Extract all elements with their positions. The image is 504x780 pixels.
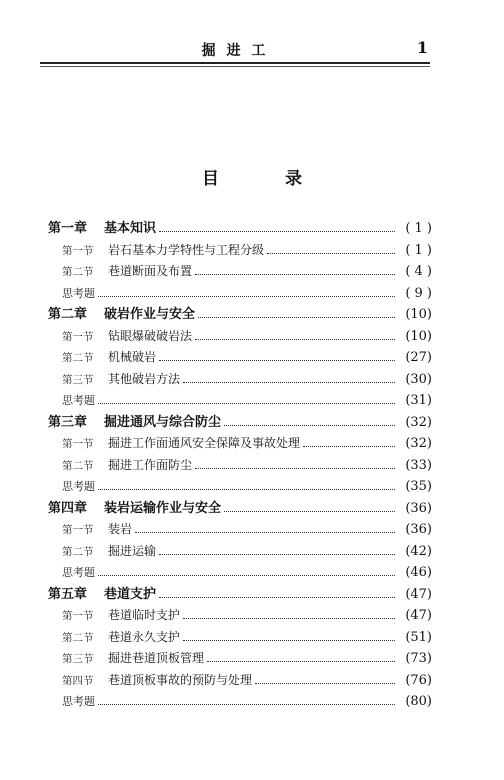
exercises-label: 思考题 xyxy=(62,695,95,708)
toc-section xyxy=(48,326,432,348)
running-title: 掘 进 工 xyxy=(201,43,269,59)
chapter-label: 第一章 xyxy=(48,221,88,236)
toc-section xyxy=(48,627,432,649)
page-ref: (47) xyxy=(405,586,432,602)
dot-leader xyxy=(183,618,395,619)
section-title: 巷道临时支护 xyxy=(108,608,181,622)
dot-leader xyxy=(195,339,395,340)
dot-leader xyxy=(198,317,395,318)
toc-section xyxy=(48,648,432,670)
dot-leader xyxy=(135,532,395,533)
section-title: 巷道永久支护 xyxy=(108,629,181,644)
dot-leader xyxy=(159,231,395,232)
dot-leader xyxy=(255,683,395,684)
page-ref: (80) xyxy=(405,694,432,709)
toc-exercises xyxy=(48,283,432,305)
page-ref: ( 1 ) xyxy=(405,242,432,258)
dot-leader xyxy=(159,360,395,361)
toc-chapter xyxy=(48,304,432,326)
toc-section xyxy=(48,433,432,455)
page-ref: (10) xyxy=(405,328,432,344)
dot-leader xyxy=(267,253,395,254)
page-ref: (36) xyxy=(405,500,432,516)
dot-leader xyxy=(224,511,395,512)
dot-leader xyxy=(224,425,395,426)
page-ref: (73) xyxy=(405,651,432,666)
section-title: 装岩 xyxy=(108,522,133,536)
toc-section xyxy=(48,455,432,477)
toc-chapter xyxy=(48,498,432,520)
dot-leader xyxy=(207,661,395,662)
toc-chapter xyxy=(48,218,432,240)
page-ref: (32) xyxy=(405,414,432,430)
page-ref: (31) xyxy=(405,393,432,408)
toc-section xyxy=(48,369,432,391)
section-title: 掘进工作面防尘 xyxy=(108,457,193,472)
exercises-label: 思考题 xyxy=(62,566,95,579)
section-label: 第一节 xyxy=(62,610,94,622)
section-title: 岩石基本力学特性与工程分级 xyxy=(108,242,265,257)
toc-section xyxy=(48,519,432,541)
dot-leader xyxy=(183,640,395,641)
dot-leader xyxy=(98,489,395,490)
section-title: 机械破岩 xyxy=(108,350,157,364)
page-ref: (36) xyxy=(405,522,432,537)
toc-exercises xyxy=(48,562,432,584)
toc-exercises xyxy=(48,390,432,412)
section-label: 第三节 xyxy=(62,373,94,386)
chapter-label: 第三章 xyxy=(48,414,88,430)
chapter-title: 掘进通风与综合防尘 xyxy=(104,414,222,430)
chapter-label: 第四章 xyxy=(48,500,88,516)
chapter-title: 装岩运输作业与安全 xyxy=(104,500,222,516)
page-ref: ( 1 ) xyxy=(405,221,432,236)
section-title: 掘进巷道顶板管理 xyxy=(108,651,205,665)
dot-leader xyxy=(303,446,395,447)
section-label: 第二节 xyxy=(62,352,94,364)
toc-section xyxy=(48,261,432,283)
section-title: 掘进运输 xyxy=(108,543,157,558)
section-label: 第三节 xyxy=(62,653,94,665)
dot-leader xyxy=(159,554,395,555)
section-title: 其他破岩方法 xyxy=(108,371,181,386)
section-label: 第四节 xyxy=(62,674,94,687)
toc-title: 目 录 xyxy=(202,169,332,189)
page-ref: (42) xyxy=(405,543,432,559)
section-title: 钻眼爆破破岩法 xyxy=(108,328,193,343)
section-label: 第二节 xyxy=(62,545,94,558)
page-ref: ( 4 ) xyxy=(405,264,432,279)
chapter-label: 第五章 xyxy=(48,586,88,602)
toc-exercises xyxy=(48,476,432,498)
section-label: 第二节 xyxy=(62,631,94,644)
running-header xyxy=(40,38,430,62)
page-ref: (27) xyxy=(405,350,432,365)
dot-leader xyxy=(98,704,395,705)
toc-section xyxy=(48,670,432,692)
page-ref: (76) xyxy=(405,672,432,688)
section-title: 掘进工作面通风安全保障及事故处理 xyxy=(108,436,301,450)
chapter-title: 破岩作业与安全 xyxy=(104,307,196,322)
dot-leader xyxy=(195,468,395,469)
section-label: 第二节 xyxy=(62,459,94,472)
dot-leader xyxy=(195,274,395,275)
toc-exercises xyxy=(48,691,432,713)
dot-leader xyxy=(183,382,395,383)
dot-leader xyxy=(98,403,395,404)
toc-section xyxy=(48,541,432,563)
table-of-contents xyxy=(48,218,432,713)
section-title: 巷道顶板事故的预防与处理 xyxy=(108,672,253,687)
section-label: 第一节 xyxy=(62,330,94,343)
dot-leader xyxy=(159,597,395,598)
header-rule-thin xyxy=(40,66,430,67)
section-label: 第一节 xyxy=(62,438,94,450)
dot-leader xyxy=(98,575,395,576)
toc-section xyxy=(48,605,432,627)
section-label: 第一节 xyxy=(62,244,94,257)
toc-chapter xyxy=(48,584,432,606)
exercises-label: 思考题 xyxy=(62,394,95,407)
page-ref: (33) xyxy=(405,457,432,473)
toc-section xyxy=(48,240,432,262)
page-ref: (47) xyxy=(405,608,432,623)
chapter-title: 巷道支护 xyxy=(104,586,157,602)
exercises-label: 思考题 xyxy=(62,480,95,493)
page-ref: (10) xyxy=(405,307,432,322)
page-number: 1 xyxy=(416,38,428,57)
page-ref: (32) xyxy=(405,436,432,451)
chapter-label: 第二章 xyxy=(48,307,88,322)
page-ref: ( 9 ) xyxy=(405,285,432,301)
toc-chapter xyxy=(48,412,432,434)
page-ref: (35) xyxy=(405,479,432,494)
toc-section xyxy=(48,347,432,369)
section-label: 第二节 xyxy=(62,266,94,278)
dot-leader xyxy=(98,296,395,297)
section-title: 巷道断面及布置 xyxy=(108,264,193,278)
chapter-title: 基本知识 xyxy=(104,221,157,236)
page-ref: (51) xyxy=(405,629,432,645)
page-ref: (46) xyxy=(405,565,432,580)
page-ref: (30) xyxy=(405,371,432,387)
section-label: 第一节 xyxy=(62,524,94,536)
exercises-label: 思考题 xyxy=(62,286,95,300)
header-rule xyxy=(40,62,430,64)
